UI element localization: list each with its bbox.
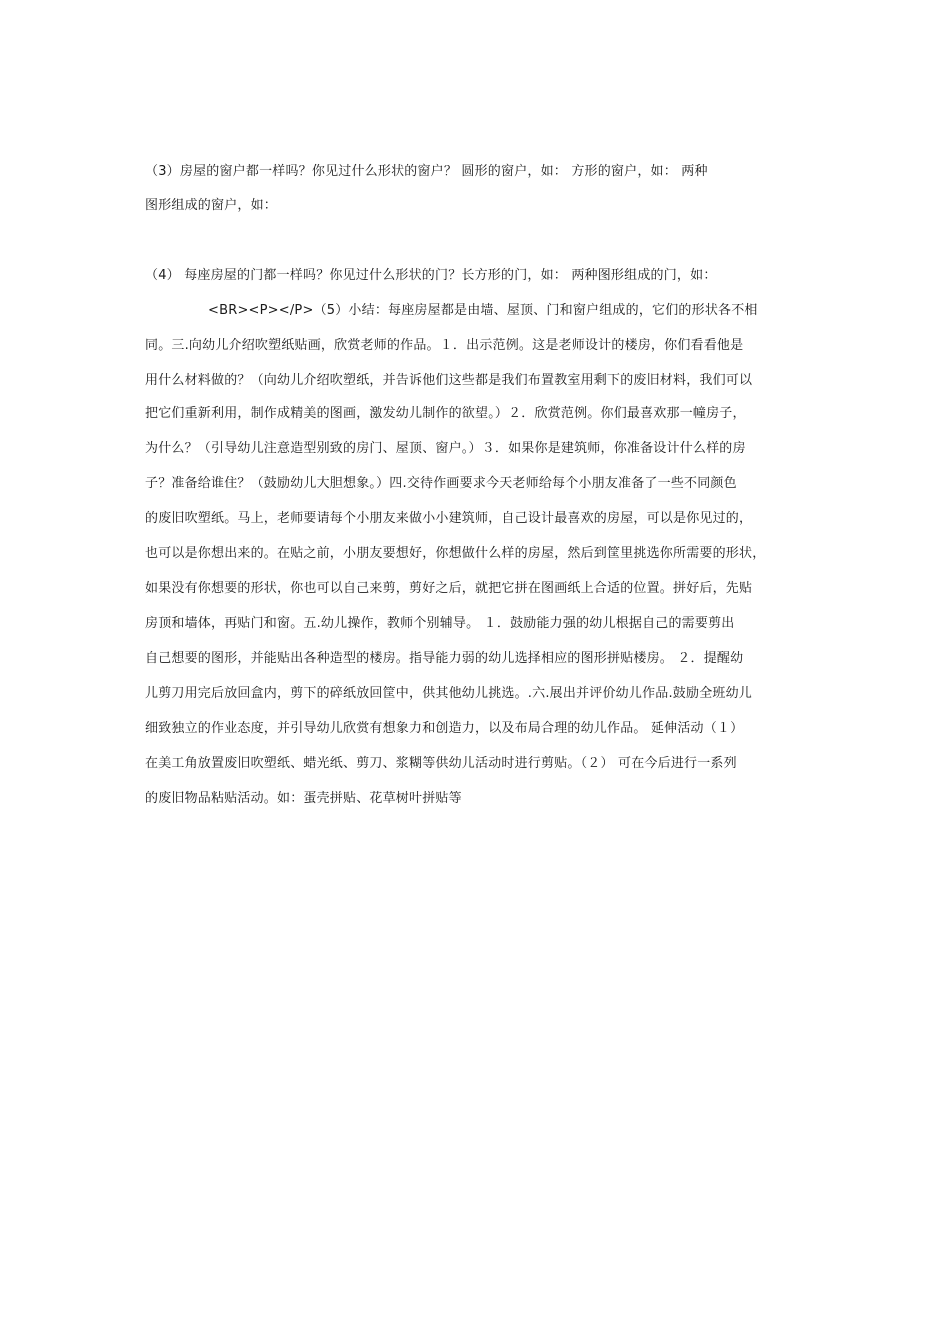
paragraph-line-10: 的废旧吹塑纸。马上，老师要请每个小朋友来做小小建筑师，自己设计最喜欢的房屋，可以是你见过的，	[145, 511, 753, 526]
paragraph-line-1: （3）房屋的窗户都一样吗？你见过什么形状的窗户？ 圆形的窗户，如： 方形的窗户，如： 两种	[145, 164, 708, 179]
paragraph-line-4: <BR><P></P>（5）小结：每座房屋都是由墙、屋顶、门和窗户组成的，它们的形状各不相	[208, 303, 758, 318]
paragraph-line-9: 子？准备给谁住？（鼓励幼儿大胆想象。）四.交待作画要求今天老师给每个小朋友准备了一些不同颜色	[145, 476, 737, 491]
paragraph-line-12: 如果没有你想要的形状，你也可以自己来剪，剪好之后，就把它拼在图画纸上合适的位置。拼好后，先贴	[145, 581, 753, 596]
paragraph-line-6: 用什么材料做的？（向幼儿介绍吹塑纸，并告诉他们这些都是我们布置教室用剩下的废旧材料，我们可以	[145, 373, 753, 388]
paragraph-line-15: 儿剪刀用完后放回盒内，剪下的碎纸放回筐中，供其他幼儿挑选。.六.展出并评价幼儿作品.鼓励全班幼儿	[145, 686, 752, 701]
paragraph-line-3: （4） 每座房屋的门都一样吗？你见过什么形状的门？长方形的门，如： 两种图形组成的门，如：	[145, 268, 717, 283]
paragraph-line-16: 细致独立的作业态度，并引导幼儿欣赏有想象力和创造力，以及布局合理的幼儿作品。 延伸活动（１）	[145, 721, 744, 736]
paragraph-line-14: 自己想要的图形，并能贴出各种造型的楼房。指导能力弱的幼儿选择相应的图形拼贴楼房。 ２．提醒幼	[145, 651, 744, 666]
paragraph-line-17: 在美工角放置废旧吹塑纸、蜡光纸、剪刀、浆糊等供幼儿活动时进行剪贴。（２） 可在今后进行一系列	[145, 756, 737, 771]
paragraph-line-8: 为什么？（引导幼儿注意造型别致的房门、屋顶、窗户。）３．如果你是建筑师，你准备设计什么样的房	[145, 441, 746, 456]
paragraph-line-13: 房顶和墙体，再贴门和窗。五.幼儿操作，教师个别辅导。 １．鼓励能力强的幼儿根据自己的需要剪出	[145, 616, 735, 631]
paragraph-line-11: 也可以是你想出来的。在贴之前，小朋友要想好，你想做什么样的房屋，然后到筐里挑选你所需要的形状，	[145, 546, 766, 561]
paragraph-line-18: 的废旧物品粘贴活动。如：蛋壳拼贴、花草树叶拼贴等	[145, 791, 462, 806]
paragraph-line-2: 图形组成的窗户，如：	[145, 198, 278, 213]
paragraph-line-7: 把它们重新利用，制作成精美的图画，激发幼儿制作的欲望。）２．欣赏范例。你们最喜欢那一幢房子，	[145, 406, 746, 421]
paragraph-line-5: 同。三.向幼儿介绍吹塑纸贴画，欣赏老师的作品。１．出示范例。这是老师设计的楼房，你们看看他是	[145, 338, 744, 353]
